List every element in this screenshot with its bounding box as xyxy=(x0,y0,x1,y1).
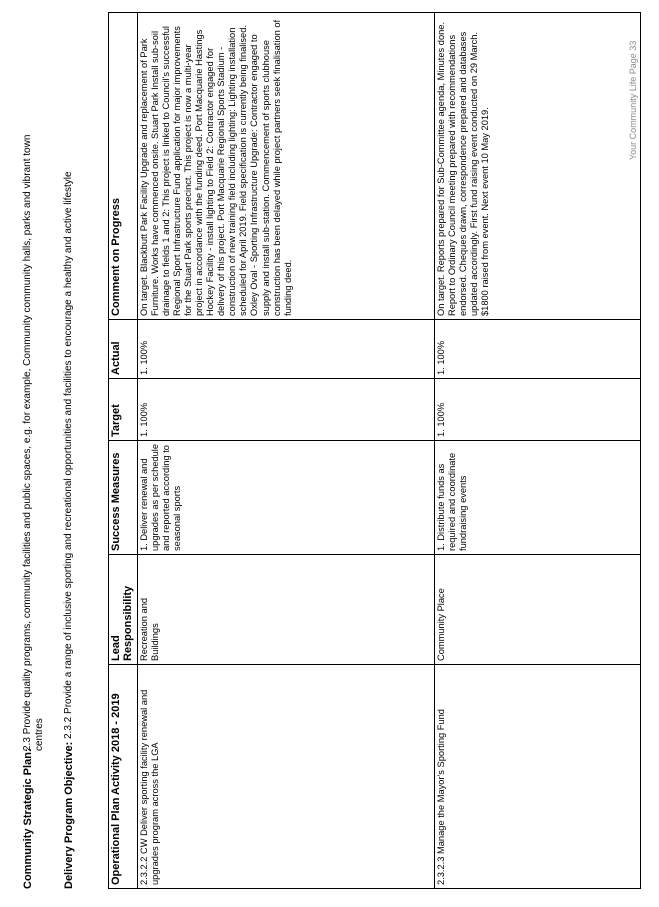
cell-activity: 2.3.2.2 CW Deliver sporting facility renewal and upgrades program across the LGA xyxy=(138,665,435,889)
strategic-plan-label: Community Strategic Plan: xyxy=(22,748,34,889)
operational-plan-table xyxy=(108,12,641,889)
table-row xyxy=(138,13,435,889)
table-header-row xyxy=(109,13,138,889)
col-header-measures: Success Measures xyxy=(109,441,138,555)
cell-comment: On target. Blackbutt Park Facility Upgrade and replacement of Park Furniture. Works have commenced onsite. Stuart Park Install sub-soil drainage to fields 1 and 2: This project is linked to Council's successful Regional Sport Infrastructure Fund application for major improvements for the Stuart Park sports precinct. This project is now a multi-year project in accordance with the funding deed. Port Macquarie Hastings Hockey Facility - install lighting to Field 2: Contractor engaged for delivery of this project. Port Macquarie Regional Sports Stadium - construction of new training field including lighting: Lighting installation scheduled for April 2019. Field specification is currently being finalised. Oxley Oval - Sporting Infrastructure Upgrade: Contractor engaged to supply and install sub-station. Commencement of sports clubhouse construction has been delayed while project partners seek finalisation of funding deed. xyxy=(138,13,435,320)
page-footer: Your Community Life Page 33 xyxy=(628,40,638,160)
col-header-lead: Lead Responsibility xyxy=(109,555,138,665)
cell-lead: Recreation and Buildings xyxy=(138,555,435,665)
table-row xyxy=(435,13,641,889)
cell-target: 1. 100% xyxy=(435,379,641,441)
objective-label: Delivery Program Objective: xyxy=(63,741,75,889)
cell-lead: Community Place xyxy=(435,555,641,665)
cell-measures: 1. Deliver renewal and upgrades as per schedule and reported according to seasonal sports xyxy=(138,441,435,555)
cell-actual: 1. 100% xyxy=(435,320,641,379)
strategic-plan-text: 2.3 Provide quality programs, community facilities and public spaces, e.g. for example, Community community halls, parks and vibrant town centres xyxy=(22,134,45,751)
col-header-activity: Operational Plan Activity 2018 - 2019 xyxy=(109,665,138,889)
cell-comment: On target. Reports prepared for Sub-Committee agenda, Minutes done. Report to Ordinary Council meeting prepared with recommendations endorsed. Cheques drawn, correspondence prepared and databases updated accordingly. First fund raising event conducted on 29 March. $1800 raised from event. Next event 10 May 2019. xyxy=(435,13,641,320)
cell-actual: 1. 100% xyxy=(138,320,435,379)
cell-activity: 2.3.2.3 Manage the Mayor's Sporting Fund xyxy=(435,665,641,889)
cell-target: 1. 100% xyxy=(138,379,435,441)
col-header-actual: Actual xyxy=(109,320,138,379)
objective-text: 2.3.2 Provide a range of inclusive sporting and recreational opportunities and facilities to encourage a healthy and active lifestyle xyxy=(63,171,74,739)
col-header-comment: Comment on Progress xyxy=(109,13,138,320)
col-header-target: Target xyxy=(109,379,138,441)
cell-measures: 1. Distribute funds as required and coordinate fundraising events xyxy=(435,441,641,555)
